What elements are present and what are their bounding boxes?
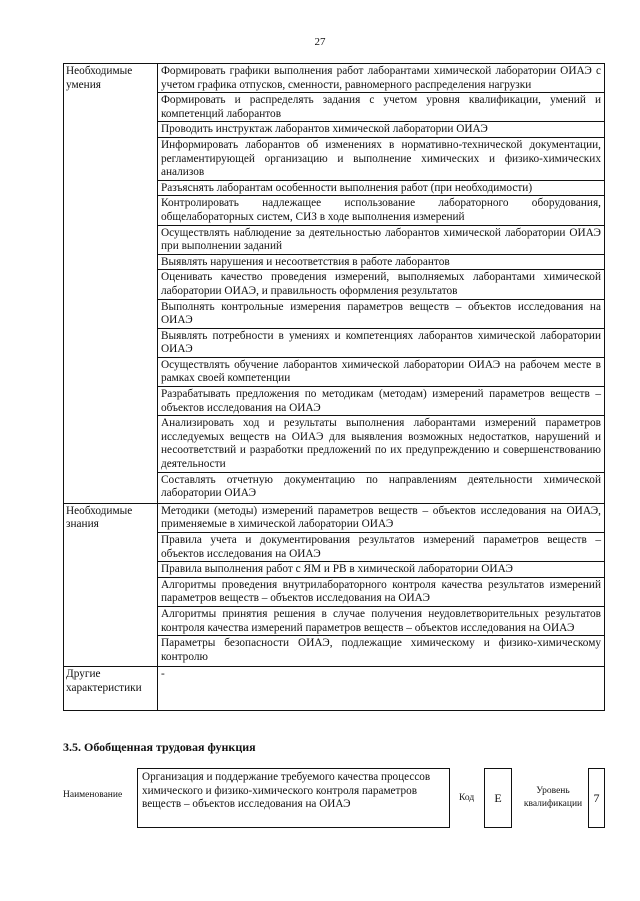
name-label: Наименование xyxy=(63,790,123,800)
competency-table xyxy=(63,63,605,711)
knowledge-item: Правила учета и документирования результатов измерений параметров веществ – объектов исследования на ОИАЭ xyxy=(158,533,605,562)
function-name-box: Организация и поддержание требуемого качества процессов химического и физико-химического контроля параметров веществ – объектов исследования на ОИАЭ xyxy=(137,768,450,828)
skills-item: Оценивать качество проведения измерений, выполняемых лаборантами химической лаборатории ОИАЭ, и правильность оформления результатов xyxy=(158,270,605,299)
other-characteristics-value: - xyxy=(158,667,605,711)
other-section xyxy=(64,667,605,711)
skills-item: Формировать и распределять задания с учетом уровня квалификации, умений и компетенций лаборантов xyxy=(158,93,605,122)
skills-item: Разрабатывать предложения по методикам (методам) измерений параметров веществ – объектов исследования на ОИАЭ xyxy=(158,387,605,416)
qualification-level-label: Уровень квалификации xyxy=(523,786,583,809)
code-value: E xyxy=(484,768,512,828)
knowledge-label: Необходимые знания xyxy=(64,503,158,667)
skills-item: Выявлять нарушения и несоответствия в работе лаборантов xyxy=(158,254,605,270)
skills-item: Разъяснять лаборантам особенности выполнения работ (при необходимости) xyxy=(158,180,605,196)
skills-item: Составлять отчетную документацию по направлениям деятельности химической лаборатории ОИАЭ xyxy=(158,472,605,503)
qualification-level-value: 7 xyxy=(588,768,605,828)
knowledge-item: Алгоритмы проведения внутрилабораторного контроля качества результатов измерений параметров веществ – объектов исследования на ОИАЭ xyxy=(158,577,605,606)
skills-item: Информировать лаборантов об изменениях в нормативно-технической документации, регламентирующей организацию и выполнение химических и физико-химических анализов xyxy=(158,137,605,180)
other-characteristics-label: Другие характеристики xyxy=(64,667,158,711)
skills-item: Выполнять контрольные измерения параметров веществ – объектов исследования на ОИАЭ xyxy=(158,299,605,328)
skills-item: Осуществлять обучение лаборантов химической лаборатории ОИАЭ на рабочем месте в рамках своей компетенции xyxy=(158,357,605,386)
skills-section xyxy=(64,64,605,504)
skills-label: Необходимые умения xyxy=(64,64,158,504)
knowledge-item: Параметры безопасности ОИАЭ, подлежащие химическому и физико-химическому контролю xyxy=(158,636,605,667)
knowledge-item: Методики (методы) измерений параметров веществ – объектов исследования на ОИАЭ, применяемые в химической лаборатории ОИАЭ xyxy=(158,503,605,532)
page-number: 27 xyxy=(314,36,326,48)
skills-item: Контролировать надлежащее использование лабораторного оборудования, общелабораторных систем, СИЗ в ходе выполнения измерений xyxy=(158,196,605,225)
table-row xyxy=(64,64,605,93)
skills-item: Выявлять потребности в умениях и компетенциях лаборантов химической лаборатории ОИАЭ xyxy=(158,328,605,357)
skills-item: Осуществлять наблюдение за деятельностью лаборантов химической лаборатории ОИАЭ при выполнении заданий xyxy=(158,225,605,254)
knowledge-section xyxy=(64,503,605,667)
table-row xyxy=(64,503,605,532)
knowledge-item: Алгоритмы принятия решения в случае получения неудовлетворительных результатов контроля качества измерений параметров веществ – объектов исследования на ОИАЭ xyxy=(158,606,605,635)
table-row xyxy=(64,667,605,711)
skills-item: Формировать графики выполнения работ лаборантами химической лаборатории ОИАЭ с учетом графика отпусков, сменности, равномерного распределения нагрузки xyxy=(158,64,605,93)
skills-item: Анализировать ход и результаты выполнения лаборантами измерений параметров исследуемых веществ на ОИАЭ для выявления возможных недостатков, нарушений и несоответствий и разработки предложений по их предупреждению и совершенствованию деятельности xyxy=(158,416,605,472)
code-label: Код xyxy=(459,793,475,803)
skills-item: Проводить инструктаж лаборантов химической лаборатории ОИАЭ xyxy=(158,122,605,138)
knowledge-item: Правила выполнения работ с ЯМ и РВ в химической лаборатории ОИАЭ xyxy=(158,562,605,578)
section-heading: 3.5. Обобщенная трудовая функция xyxy=(63,740,256,754)
